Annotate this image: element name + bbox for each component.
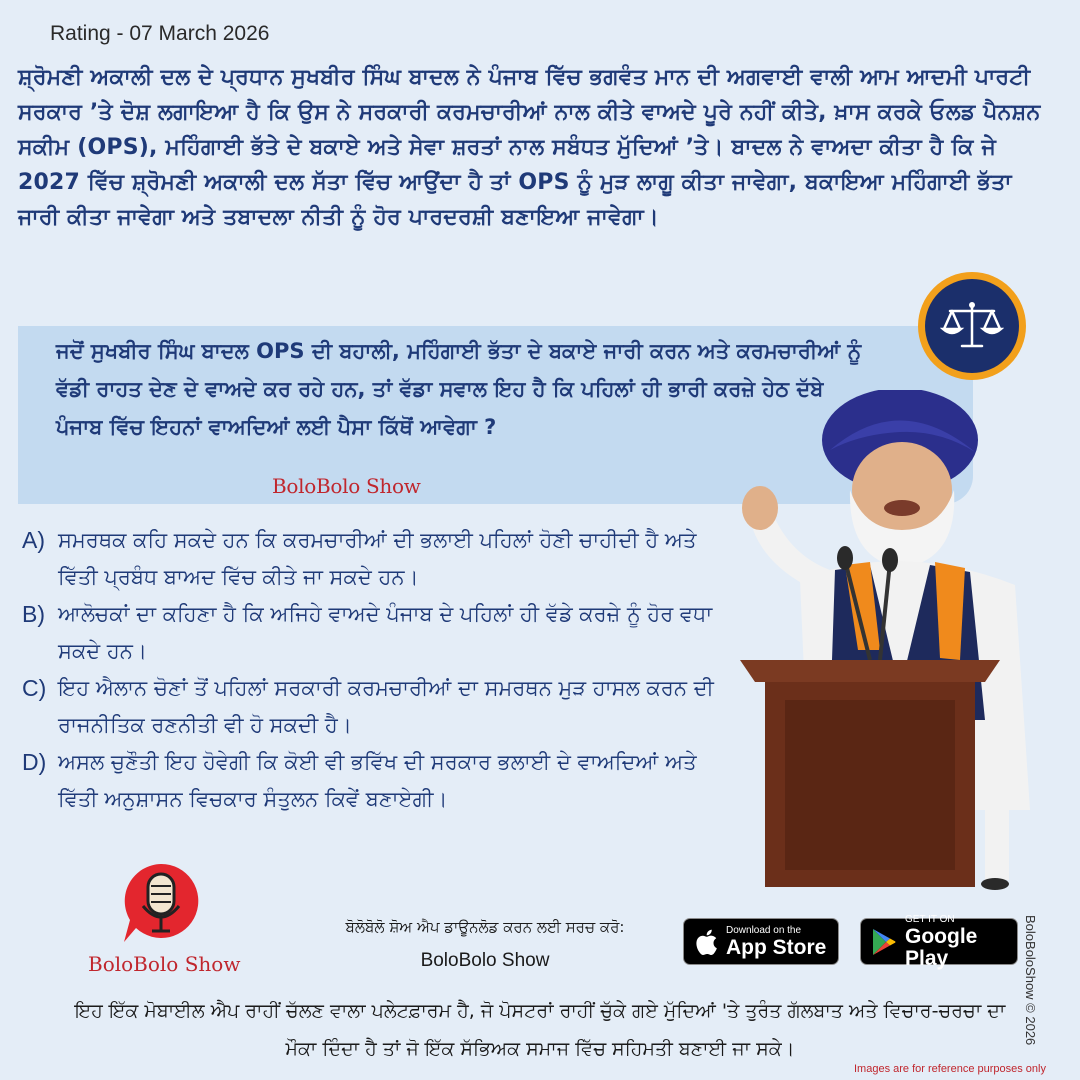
google-play-button[interactable] [860,913,1018,970]
option-key: D) [22,749,47,775]
download-app-name: BoloBolo Show [420,950,550,971]
question-text: ਜਦੋਂ ਸੁਖਬੀਰ ਸਿੰਘ ਬਾਦਲ OPS ਦੀ ਬਹਾਲੀ, ਮਹਿੰਗਾਈ ਭੱਤਾ ਦੇ ਬਕਾਏ ਜਾਰੀ ਕਰਨ ਅਤੇ ਕਰਮਚਾਰੀਆਂ ਨੂੰ ਵੱਡੀ ਰਾਹਤ ਦੇਣ ਦੇ ਵਾਅਦੇ ਕਰ ਰਹੇ ਹਨ, ਤਾਂ ਵੱਡਾ ਸਵਾਲ ਇਹ ਹੈ ਕਿ ਪਹਿਲਾਂ ਹੀ ਭਾਰੀ ਕਰਜ਼ੇ ਹੇਠ ਦੱਬੇ ਪੰਜਾਬ ਵਿੱਚ ਇਹਨਾਂ ਵਾਅਦਿਆਂ ਲਈ ਪੈਸਾ ਕਿੱਥੋਂ ਆਵੇਗਾ ? [56,339,862,439]
option-c [22,670,742,744]
google-play-icon [871,928,897,956]
intro-text-before: ਸ਼੍ਰੋਮਣੀ ਅਕਾਲੀ ਦਲ ਦੇ ਪ੍ਰਧਾਨ [18,65,292,90]
google-play-large-text: Google Play [905,924,978,970]
logo-text: BoloBolo Show [88,952,241,976]
copyright-vertical: BoloBoloShow © 2026 [1023,915,1038,1046]
reference-note: Images are for reference purposes only [854,1063,1046,1075]
option-text: ਅਸਲ ਚੁਣੌਤੀ ਇਹ ਹੋਵੇਗੀ ਕਿ ਕੋਈ ਵੀ ਭਵਿੱਖ ਦੀ ਸਰਕਾਰ ਭਲਾਈ ਦੇ ਵਾਅਦਿਆਂ ਅਤੇ ਵਿੱਤੀ ਅਨੁਸ਼ਾਸਨ ਵਿਚਕਾਰ ਸੰਤੁਲਨ ਕਿਵੇਂ ਬਣਾਏਗੀ। [58,750,697,811]
answer-options [22,522,742,818]
option-text: ਆਲੋਚਕਾਂ ਦਾ ਕਹਿਣਾ ਹੈ ਕਿ ਅਜਿਹੇ ਵਾਅਦੇ ਪੰਜਾਬ ਦੇ ਪਹਿਲਾਂ ਹੀ ਵੱਡੇ ਕਰਜ਼ੇ ਨੂੰ ਹੋਰ ਵਧਾ ਸਕਦੇ ਹਨ। [58,602,713,663]
intro-highlight-name: ਸੁਖਬੀਰ ਸਿੰਘ ਬਾਦਲ [291,65,459,90]
microphone-logo-icon [116,856,206,946]
option-text: ਇਹ ਐਲਾਨ ਚੋਣਾਂ ਤੋਂ ਪਹਿਲਾਂ ਸਰਕਾਰੀ ਕਰਮਚਾਰੀਆਂ ਦਾ ਸਮਰਥਨ ਮੁੜ ਹਾਸਲ ਕਰਨ ਦੀ ਰਾਜਨੀਤਿਕ ਰਣਨੀਤੀ ਵੀ ਹੋ ਸਕਦੀ ਹੈ। [58,676,714,737]
option-a [22,522,742,596]
apple-icon [694,928,718,956]
footer-description: ਇਹ ਇੱਕ ਮੋਬਾਈਲ ਐਪ ਰਾਹੀਂ ਚੱਲਣ ਵਾਲਾ ਪਲੇਟਫ਼ਾਰਮ ਹੈ, ਜੋ ਪੋਸਟਰਾਂ ਰਾਹੀਂ ਚੁੱਕੇ ਗਏ ਮੁੱਦਿਆਂ 'ਤੇ ਤੁਰੰਤ ਗੱਲਬਾਤ ਅਤੇ ਵਿਚਾਰ-ਚਰਚਾ ਦਾ ਮੌਕਾ ਦਿੰਦਾ ਹੈ ਤਾਂ ਜੋ ਇੱਕ ਸੱਭਿਅਕ ਸਮਾਜ ਵਿੱਚ ਸਹਿਮਤੀ ਬਣਾਈ ਜਾ ਸਕੇ। [74,1000,1006,1060]
google-play-small-text: GET IT ON [905,913,955,925]
date-label: Rating - 07 March 2026 [50,22,270,45]
speaker-at-podium-illustration [730,390,1050,890]
scales-icon [940,299,1004,353]
app-store-small-text: Download on the [726,924,802,936]
option-key: A) [22,527,45,553]
justice-scale-badge [918,272,1026,380]
app-store-large-text: App Store [726,935,827,959]
option-text: ਸਮਰਥਕ ਕਹਿ ਸਕਦੇ ਹਨ ਕਿ ਕਰਮਚਾਰੀਆਂ ਦੀ ਭਲਾਈ ਪਹਿਲਾਂ ਹੋਣੀ ਚਾਹੀਦੀ ਹੈ ਅਤੇ ਵਿੱਤੀ ਪ੍ਰਬੰਧ ਬਾਅਦ ਵਿੱਚ ਕੀਤੇ ਜਾ ਸਕਦੇ ਹਨ। [58,528,697,589]
intro-text-after: ਨੇ ਪੰਜਾਬ ਵਿੱਚ ਭਗਵੰਤ ਮਾਨ ਦੀ ਅਗਵਾਈ ਵਾਲੀ ਆਮ ਆਦਮੀ ਪਾਰਟੀ ਸਰਕਾਰ ’ਤੇ ਦੋਸ਼ ਲਗਾਇਆ ਹੈ ਕਿ ਉਸ ਨੇ ਸਰਕਾਰੀ ਕਰਮਚਾਰੀਆਂ ਨਾਲ ਕੀਤੇ ਵਾਅਦੇ ਪੂਰੇ ਨਹੀਂ ਕੀਤੇ, ਖ਼ਾਸ ਕਰਕੇ ਓਲਡ ਪੈਨਸ਼ਨ ਸਕੀਮ (OPS), ਮਹਿੰਗਾਈ ਭੱਤੇ ਦੇ ਬਕਾਏ ਅਤੇ ਸੇਵਾ ਸ਼ਰਤਾਂ ਨਾਲ ਸਬੰਧਤ ਮੁੱਦਿਆਂ ’ਤੇ। ਬਾਦਲ ਨੇ ਵਾਅਦਾ ਕੀਤਾ ਹੈ ਕਿ ਜੇ 2027 ਵਿੱਚ ਸ਼੍ਰੋਮਣੀ ਅਕਾਲੀ ਦਲ ਸੱਤਾ ਵਿੱਚ ਆਉਂਦਾ ਹੈ ਤਾਂ OPS ਨੂੰ ਮੁੜ ਲਾਗੂ ਕੀਤਾ ਜਾਵੇਗਾ, ਬਕਾਇਆ ਮਹਿੰਗਾਈ ਭੱਤਾ ਜਾਰੀ ਕੀਤਾ ਜਾਵੇਗਾ ਅਤੇ ਤਬਾਦਲਾ ਨੀਤੀ ਨੂੰ ਹੋਰ ਪਾਰਦਰਸ਼ੀ ਬਣਾਇਆ ਜਾਵੇਗਾ। [18,65,1041,230]
option-key: B) [22,601,45,627]
option-key: C) [22,675,47,701]
download-prompt: ਬੋਲੋਬੋਲੋ ਸ਼ੋਅ ਐਪ ਡਾਊਨਲੋਡ ਕਰਨ ਲਈ ਸਰਚ ਕਰੋ: [345,918,625,936]
option-b [22,596,742,670]
option-d [22,744,742,818]
app-store-button[interactable] [683,918,839,965]
brand-watermark: BoloBolo Show [272,474,421,498]
intro-paragraph [18,60,1048,235]
